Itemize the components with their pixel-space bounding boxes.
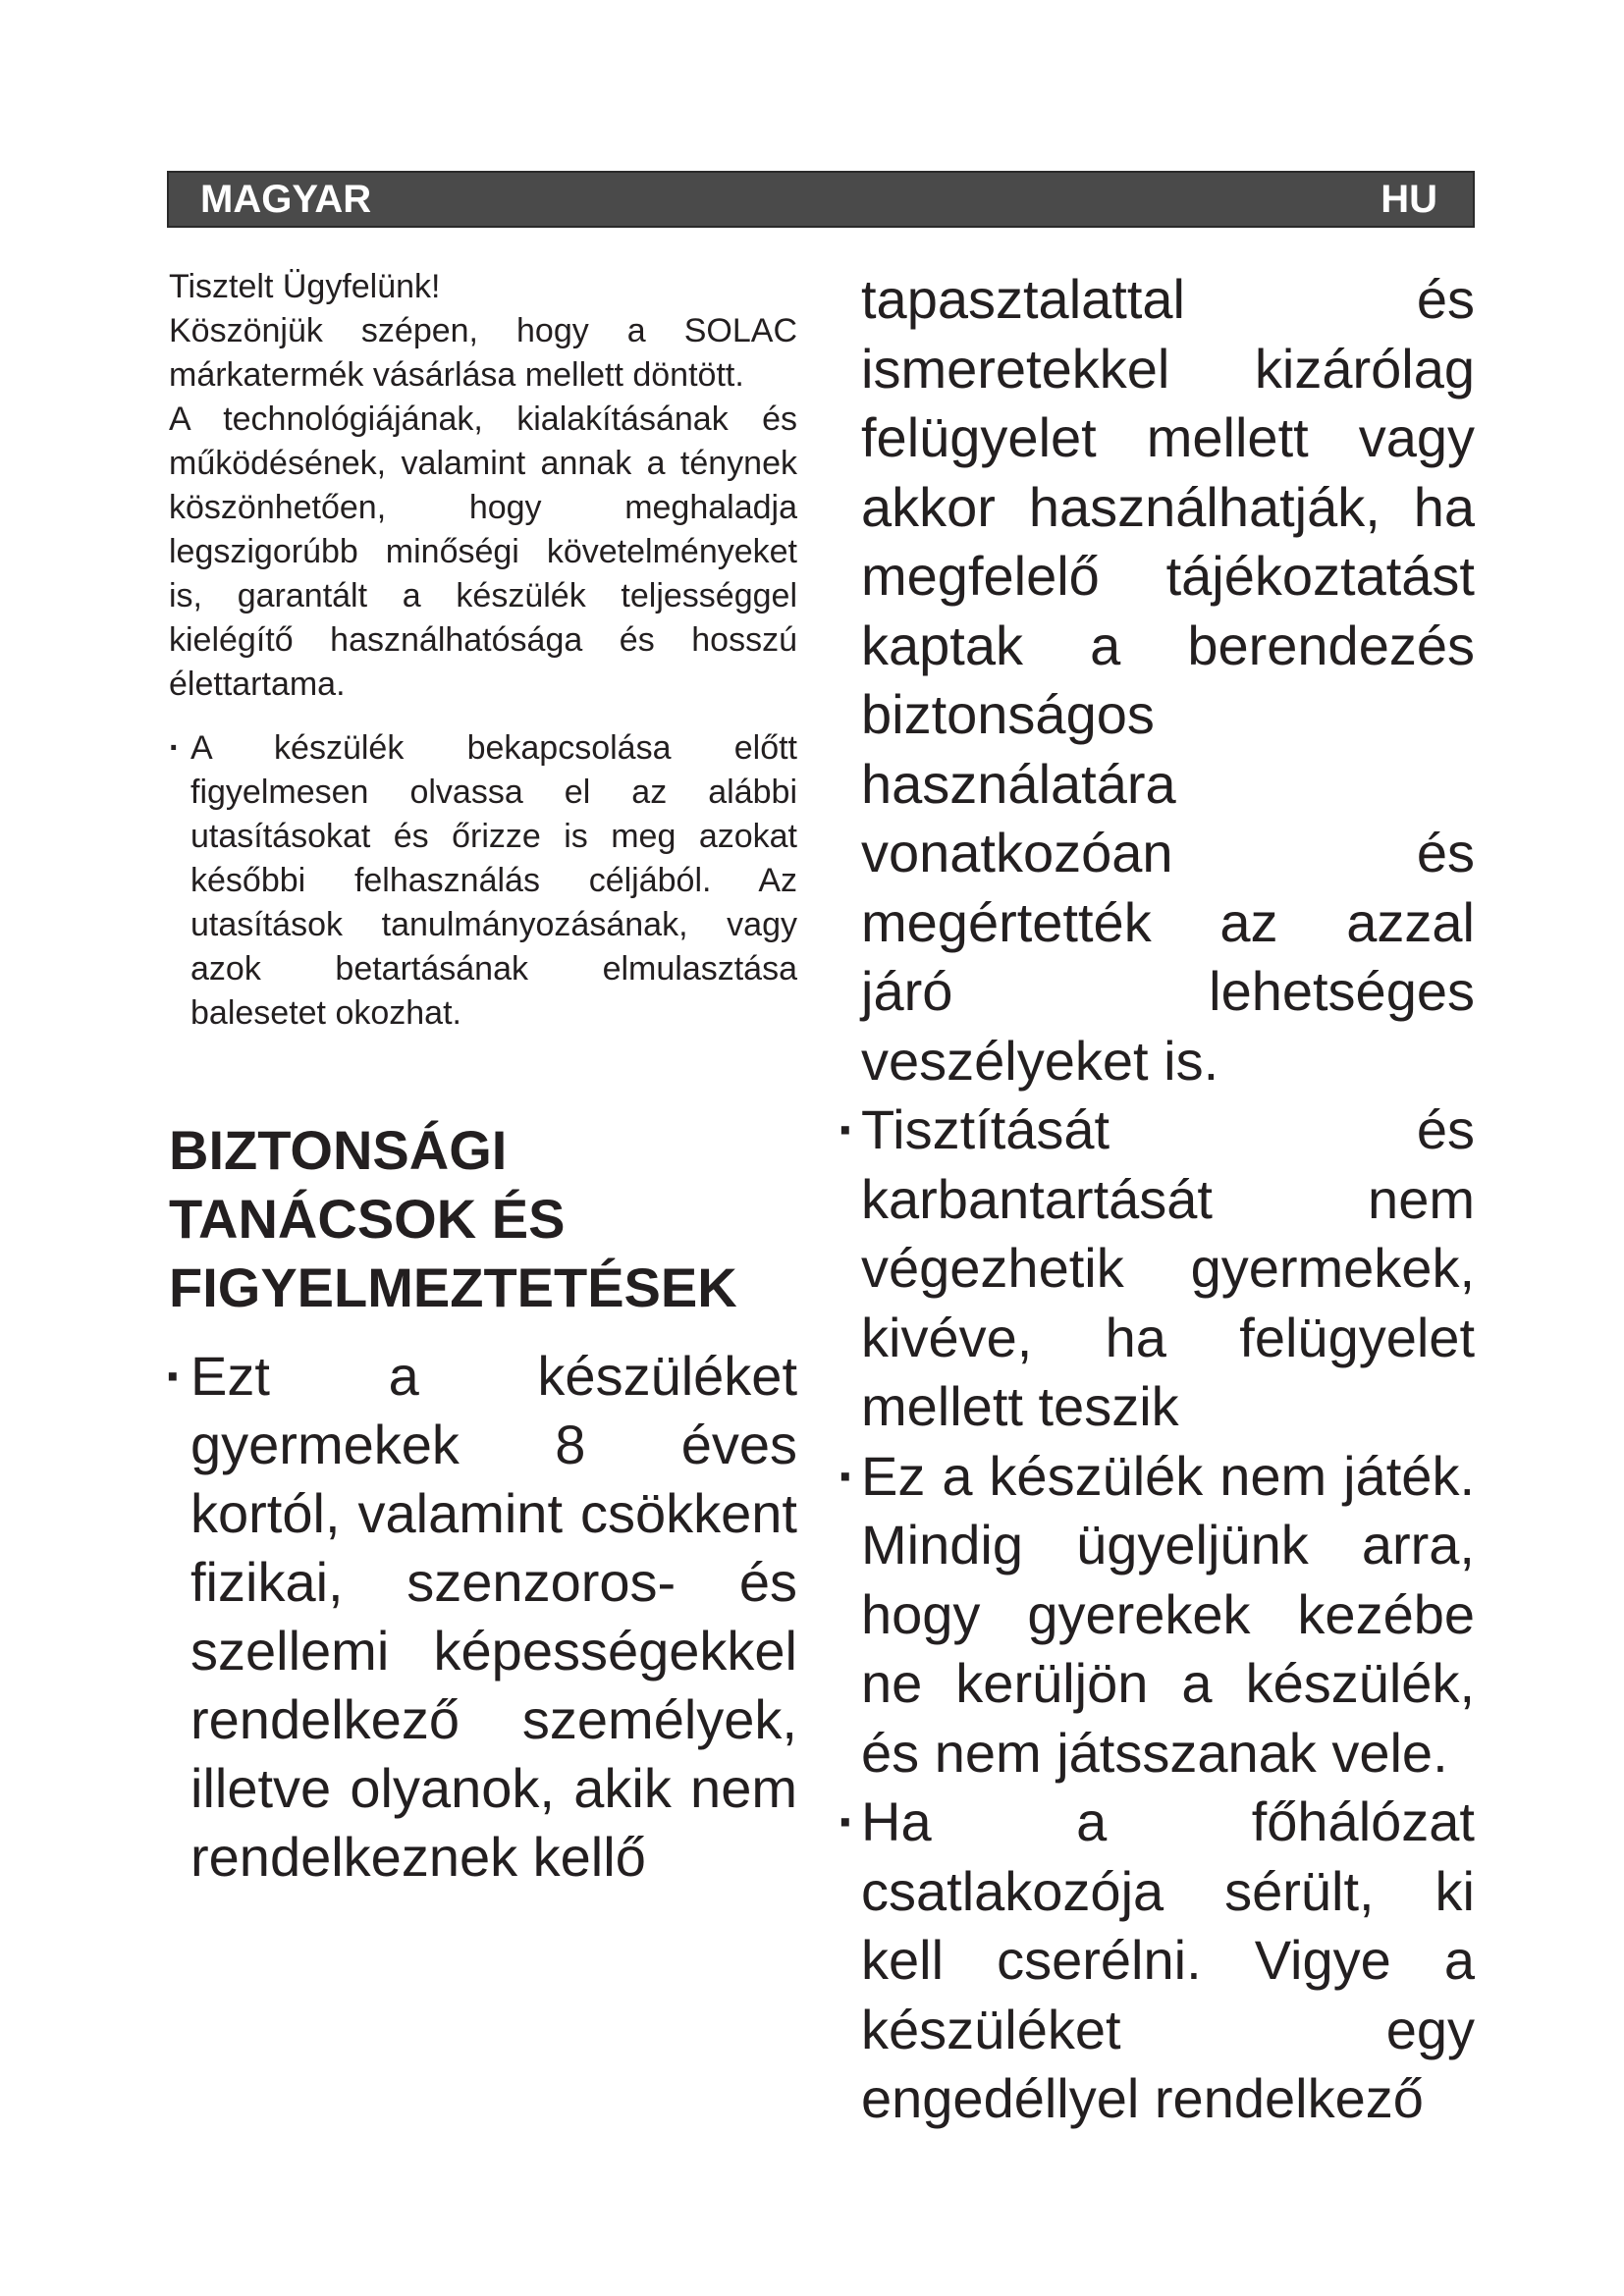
bullet-not-a-toy: · Ez a készülék nem játék. Mindig ügyeljünk arra, hogy gyerekek kezébe ne kerüljön a készülék, és nem játsszanak vele. — [861, 1442, 1475, 1789]
bullet-damaged-cord: · Ha a főhálózat csatlakozója sérült, ki kell cserélni. Vigye a készüléket egy engedéllyel rendelkező — [861, 1788, 1475, 2134]
greeting: Tisztelt Ügyfelünk! — [169, 268, 441, 305]
continuation-paragraph: tapasztalattal és ismeretekkel kizárólag felügyelet mellett vagy akkor használhatják, ha megfelelő tájékoztatást kaptak a berendezés biztonságos használatára vonatkozóan és megértették az azzal járó lehetséges veszélyeket is. — [861, 268, 1475, 1092]
bullet-read-instructions: · A készülék bekapcsolása előtt figyelmesen olvassa el az alábbi utasításokat és őrizze is meg azokat későbbi felhasználás céljából. Az utasítások tanulmányozásának, vagy azok betartásának elmulasztása balesetet okozhat. — [169, 726, 797, 1036]
language-header-bar — [167, 171, 1475, 228]
language-code: HU — [1380, 178, 1437, 221]
language-title: MAGYAR — [200, 178, 372, 221]
bullet-cleaning: · Tisztítását és karbantartását nem végezhetik gyermekek, kivéve, ha felügyelet mellett teszik — [861, 1095, 1475, 1442]
intro-block — [169, 265, 797, 707]
safety-heading: BIZTONSÁGI TANÁCSOK ÉS FIGYELMEZTETÉSEK — [169, 1119, 737, 1318]
thanks-paragraph: Köszönjük szépen, hogy a SOLAC márkatermék vásárlása mellett döntött. — [169, 312, 797, 394]
bullet-children-warning: · Ezt a készüléket gyermekek 8 éves kortól, valamint csökkent fizikai, szenzoros- és szellemi képességekkel rendelkező személyek, illetve olyanok, akik nem rendelkeznek kellő — [169, 1342, 797, 1892]
intro-paragraph: A technológiájának, kialakításának és működésének, valamint annak a ténynek köszönhetően, hogy meghaladja legszigorúbb minőségi követelményeket is, garantált a készülék teljességgel kielégítő használhatósága és hosszú élettartama. — [169, 400, 797, 703]
right-column — [861, 265, 1475, 2134]
left-column — [169, 265, 797, 1892]
